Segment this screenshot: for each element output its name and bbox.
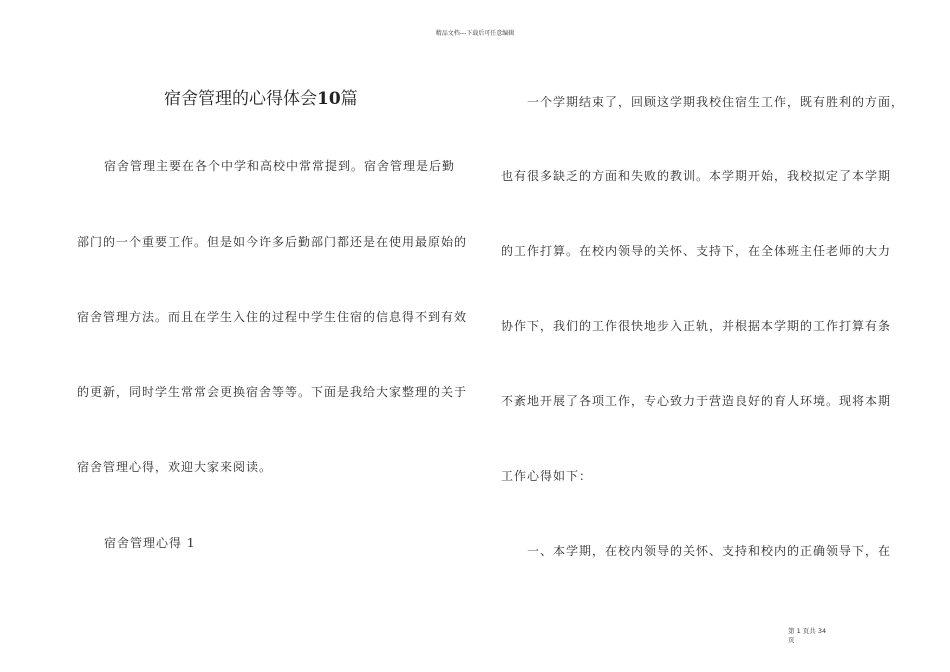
left-paragraph-line: 部门的一个重要工作。但是如今许多后勤部门都还是在使用最原始的 <box>77 235 468 249</box>
page-number-line1: 第 1 页共 34 <box>788 627 827 635</box>
page-header: 精品文档---下载后可任意编辑 <box>435 30 515 37</box>
right-paragraph-line: 的工作打算。在校内领导的关怀、支持下，在全体班主任老师的大力 <box>501 244 892 258</box>
title-main: 宿舍管理的心得体会 <box>164 89 317 109</box>
right-paragraph-line: 一个学期结束了，回顾这学期我校住宿生工作，既有胜利的方面， <box>527 95 905 109</box>
right-paragraph-line: 也有很多缺乏的方面和失败的教训。本学期开始，我校拟定了本学期 <box>501 169 892 183</box>
left-paragraph-line: 宿舍管理主要在各个中学和高校中常常提到。宿舍管理是后勤 <box>104 159 456 173</box>
section-heading: 宿舍管理心得 1 <box>104 536 196 550</box>
document-title <box>164 88 358 110</box>
left-paragraph-line: 宿舍管理心得，欢迎大家来阅读。 <box>77 460 273 474</box>
page-number-line2: 页 <box>788 636 795 644</box>
left-paragraph-line: 的更新，同时学生常常会更换宿舍等等。下面是我给大家整理的关于 <box>77 385 468 399</box>
page-number <box>788 627 848 645</box>
right-paragraph-line: 不紊地开展了各项工作，专心致力于营造良好的育人环境。现将本期 <box>501 394 892 408</box>
left-paragraph-line: 宿舍管理方法。而且在学生入住的过程中学生住宿的信息得不到有效 <box>77 310 468 324</box>
title-number: 10 <box>317 89 341 109</box>
right-paragraph-line: 工作心得如下： <box>501 469 593 483</box>
title-suffix: 篇 <box>340 89 358 109</box>
right-paragraph-line: 一、本学期，在校内领导的关怀、支持和校内的正确领导下，在 <box>527 544 892 558</box>
right-paragraph-line: 协作下，我们的工作很快地步入正轨，并根据本学期的工作打算有条 <box>501 319 892 333</box>
